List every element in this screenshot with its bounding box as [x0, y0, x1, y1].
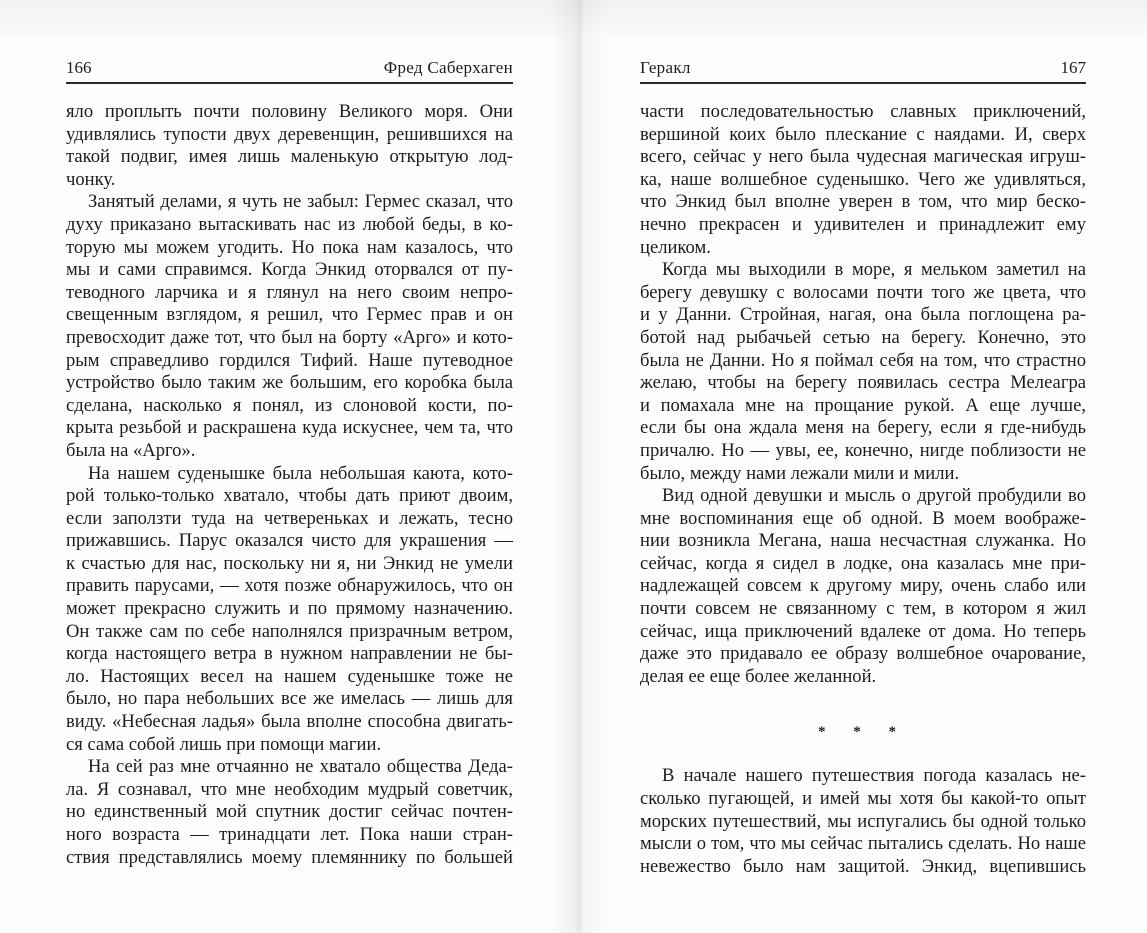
text-line: было, но пара небольших все же имелась — лишь для [66, 688, 513, 710]
text-line: берегу девушку с волосами почти того же цвета, что [640, 281, 1086, 303]
text-line: Вид одной девушки и мысль о другой пробудили во [662, 485, 1086, 507]
text-line: превосходит даже тот, что был на борту «Арго» и кото- [66, 326, 513, 348]
text-line: сейчас, ища приключений вдалеке от дома. Но теперь [640, 620, 1086, 642]
text-line: когда настоящего ветра в нужном направлении не бы- [66, 643, 513, 665]
text-line: морских путешествий, мы испугались бы одной только [640, 810, 1086, 832]
text-line: всего, сейчас у него была чудесная магическая игруш- [640, 146, 1086, 168]
text-line: что Энкид был вполне уверен в том, что мир беско- [640, 191, 1086, 213]
text-line: и помахала мне на прощание рукой. А еще лучше, [640, 394, 1086, 416]
right-page [640, 0, 1086, 933]
running-header [66, 56, 513, 80]
text-line: сейчас, когда я сидел в лодке, она казалась мне при- [640, 552, 1086, 574]
text-line: духу приказано вытаскивать нас из любой беды, в ко- [66, 213, 513, 235]
text-line: ствия представлялись моему племяннику по большей [66, 846, 513, 868]
text-line: желаю, чтобы на берегу появилась сестра Мелеагра [640, 372, 1086, 394]
text-line: нечно прекрасен и удивителен и принадлежит ему [640, 213, 1086, 235]
text-line: В начале нашего путешествия погода казалась не- [662, 765, 1086, 787]
text-line: целиком. [640, 236, 711, 258]
book-gutter-shadow [548, 0, 608, 933]
text-line: и у Данни. Стройная, нагая, она была поглощена ра- [640, 304, 1086, 326]
text-line: яло проплыть почти половину Великого моря. Они [66, 101, 513, 122]
text-line: удивлялись тупости двух деревенщин, решившихся на [66, 123, 513, 145]
text-line: если бы она ждала меня на берегу, если я где-нибудь [640, 417, 1086, 439]
page-number: 166 [66, 58, 92, 77]
left-page [66, 0, 513, 933]
text-line: ла. Я сознавал, что мне необходим мудрый советчик, [66, 778, 513, 800]
text-line: торую мы можем угодить. Но пока нам казалось, что [66, 236, 513, 258]
section-break-asterisks: * * * [818, 724, 908, 741]
header-rule [66, 82, 513, 84]
text-line: Занятый делами, я чуть не забыл: Гермес сказал, что [88, 191, 513, 213]
text-line: вершиной коих было плескание с наядами. И, сверх [640, 123, 1086, 145]
text-line: к счастью для нас, поскольку ни я, ни Энкид не умели [66, 552, 513, 574]
text-line: устройство было таким же большим, его коробка была [66, 372, 513, 394]
text-line: даже это придавало ее образу волшебное очарование, [640, 643, 1086, 665]
text-line: такой подвиг, имея лишь маленькую открытую лод- [66, 146, 513, 168]
text-line: прижавшись. Парус оказался чисто для украшения — [66, 530, 513, 552]
text-line: ся сама собой лишь при помощи магии. [66, 733, 382, 755]
text-line: части последовательностью славных приключений, [640, 101, 1086, 122]
text-line: надлежащей совсем к другому миру, очень слабо или [640, 575, 1086, 597]
page-body [640, 101, 1086, 878]
text-line: делая ее еще более желанной. [640, 665, 877, 687]
text-line: может прекрасно служить и по прямому назначению. [66, 598, 513, 620]
text-line: чонку. [66, 168, 116, 190]
text-line: мысли о том, что мы сейчас пытались сделать. Но наше [640, 833, 1086, 855]
text-line: править парусами, — хотя позже обнаружилось, что он [66, 575, 513, 597]
text-line: невежество было нам защитой. Энкид, вцепившись [640, 855, 1086, 877]
text-line: мы и сами справимся. Когда Энкид оторвался от пу- [66, 259, 513, 281]
running-title-book: Геракл [640, 58, 691, 77]
text-line: было, между нами лежали мили и мили. [640, 462, 960, 484]
running-header [640, 56, 1086, 80]
text-line: нии возникла Мегана, наша несчастная служанка. Но [640, 530, 1086, 552]
text-line: Когда мы выходили в море, я мельком заметил на [662, 259, 1086, 281]
text-line: свещенным взглядом, я решил, что Гермес прав и он [66, 304, 513, 326]
running-title-author: Фред Саберхаген [383, 58, 513, 77]
page-body [66, 101, 513, 869]
text-line: виду. «Небесная ладья» была вполне способна двигать- [66, 711, 513, 733]
text-line: На нашем суденышке была небольшая каюта, кото- [88, 462, 513, 484]
text-line: ло. Настоящих весел на нашем суденышке тоже не [66, 665, 513, 687]
text-line: была не Данни. Но я поймал себя на том, что страстно [640, 349, 1086, 371]
text-line: ка, наше волшебное суденышко. Чего же удивляться, [640, 168, 1086, 190]
text-line: почти совсем не связанному с тем, в котором я жил [640, 598, 1086, 620]
text-line: причалю. Но — увы, ее, конечно, нигде поблизости не [640, 439, 1086, 461]
text-line: сделана, насколько я понял, из слоновой кости, по- [66, 394, 513, 416]
text-line: рой только-только хватало, чтобы дать приют двоим, [66, 485, 513, 507]
text-line: Он также сам по себе наполнялся призрачным ветром, [66, 620, 513, 642]
text-line: теводного ларчика и я глянул на него своим непро- [66, 281, 513, 303]
page-number: 167 [1060, 58, 1086, 77]
text-line: если заползти туда на четвереньках и лежать, тесно [66, 507, 513, 529]
text-line: крыта резьбой и раскрашена куда искуснее, чем та, что [66, 417, 513, 439]
text-line: ботой над рыбачьей сетью на берегу. Конечно, это [640, 326, 1086, 348]
text-line: На сей раз мне отчаянно не хватало общества Деда- [88, 756, 513, 778]
header-rule [640, 82, 1086, 84]
text-line: была на «Арго». [66, 439, 196, 461]
text-line: ного возраста — тринадцати лет. Пока наши стран- [66, 824, 513, 845]
text-line: но единственный мой спутник достиг сейчас почтен- [66, 801, 513, 823]
text-line: рым справедливо гордился Тифий. Наше путеводное [66, 349, 513, 371]
text-line: сколько пугающей, и имей мы хотя бы какой-то опыт [640, 788, 1086, 810]
text-line: мне воспоминания еще об одной. В моем воображе- [640, 507, 1086, 529]
